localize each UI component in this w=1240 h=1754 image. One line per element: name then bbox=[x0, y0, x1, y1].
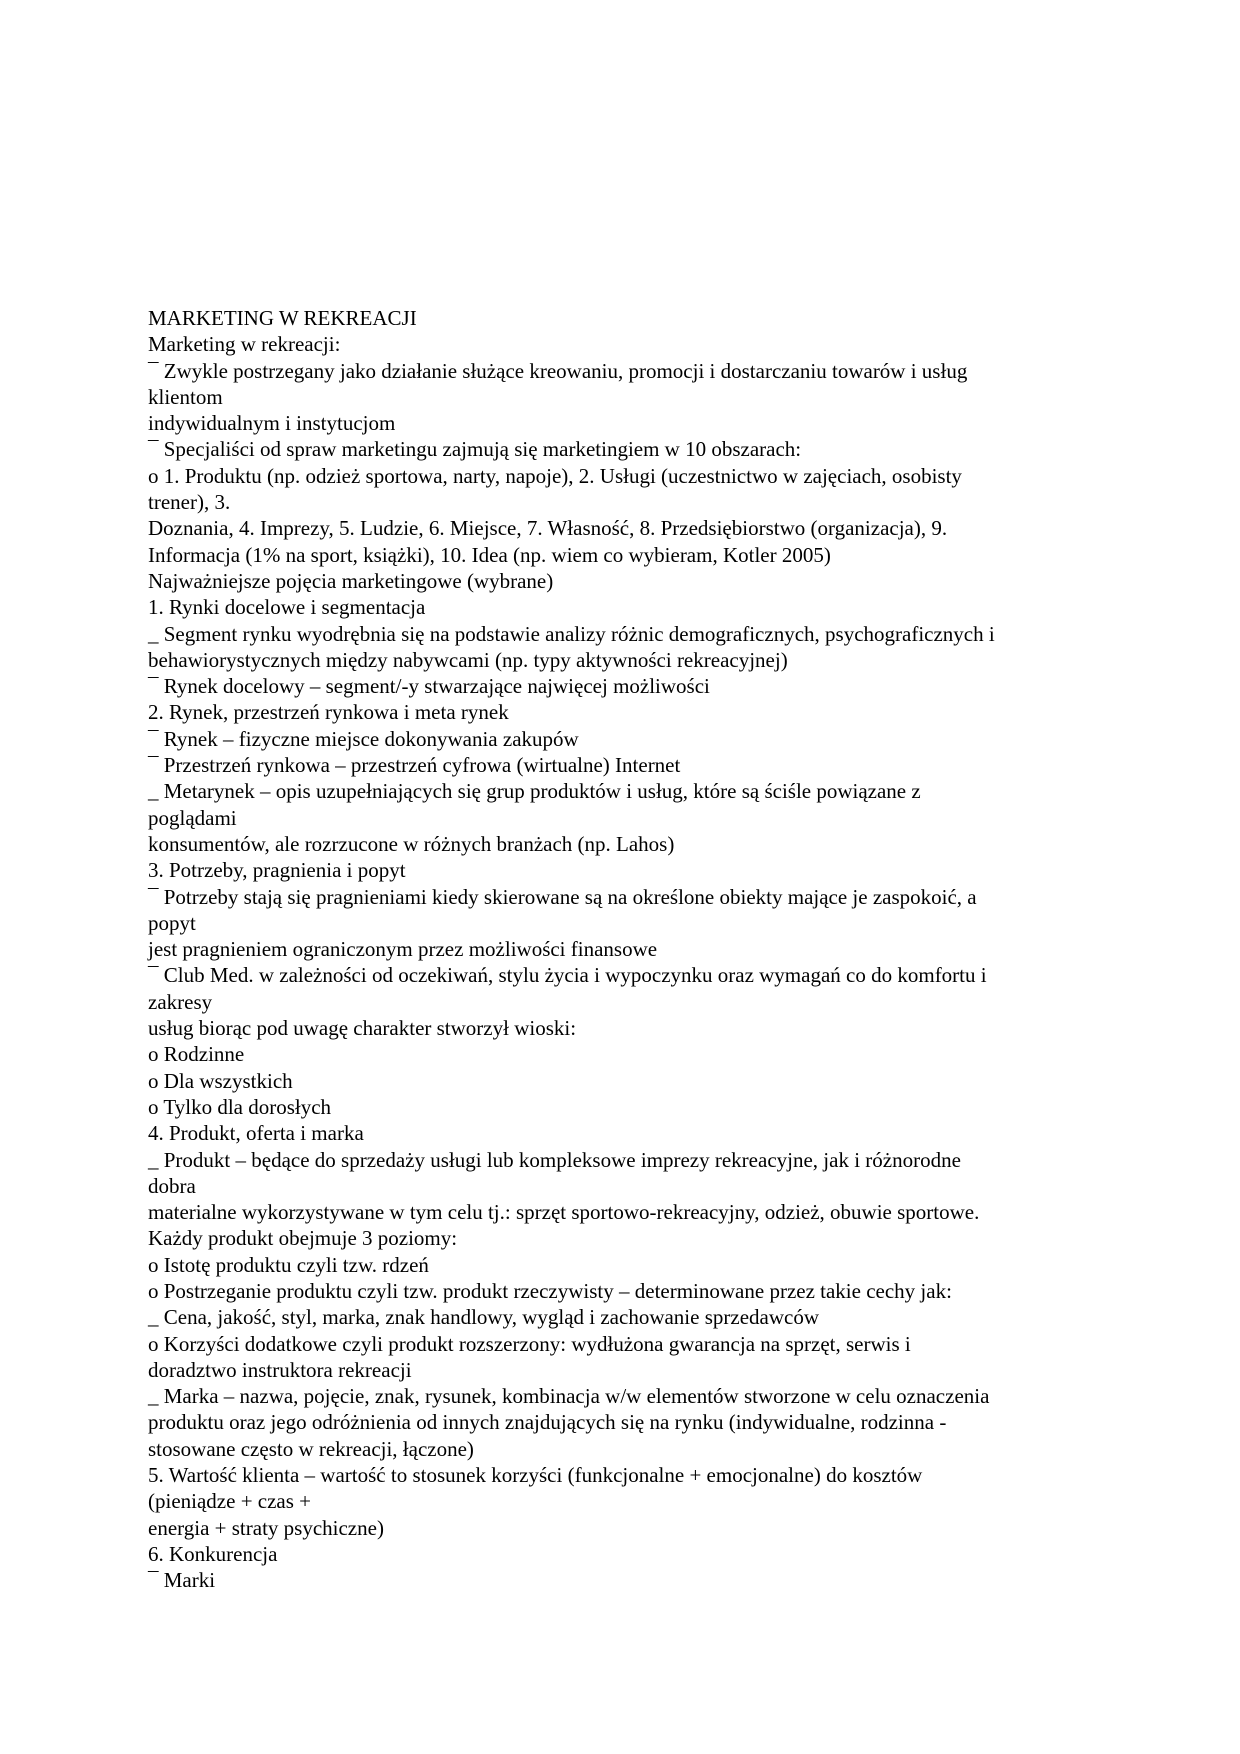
text-line: Każdy produkt obejmuje 3 poziomy: bbox=[148, 1226, 458, 1251]
list-item: o Istotę produktu czyli tzw. rdzeń bbox=[148, 1252, 429, 1277]
text-line: ¯ Przestrzeń rynkowa – przestrzeń cyfrowa (wirtualne) Internet bbox=[148, 753, 681, 778]
list-item: o Postrzeganie produktu czyli tzw. produkt rzeczywisty – determinowane przez takie cechy jak: bbox=[148, 1278, 952, 1303]
text-line: jest pragnieniem ograniczonym przez możliwości finansowe bbox=[148, 937, 658, 962]
section-heading: 1. Rynki docelowe i segmentacja bbox=[148, 595, 426, 620]
text-line: popyt bbox=[148, 910, 196, 935]
section-heading: Najważniejsze pojęcia marketingowe (wybrane) bbox=[148, 568, 554, 593]
text-line: _ Produkt – będące do sprzedaży usługi lub kompleksowe imprezy rekreacyjne, jak i różnorodne bbox=[148, 1147, 961, 1172]
list-item: o Tylko dla dorosłych bbox=[148, 1094, 332, 1119]
text-line: _ Segment rynku wyodrębnia się na podstawie analizy różnic demograficznych, psychograficznych i bbox=[148, 621, 995, 646]
text-line: poglądami bbox=[148, 805, 237, 830]
text-line: konsumentów, ale rozrzucone w różnych branżach (np. Lahos) bbox=[148, 831, 675, 856]
document-title: MARKETING W REKREACJI bbox=[148, 306, 417, 330]
text-line: materialne wykorzystywane w tym celu tj.: sprzęt sportowo-rekreacyjny, odzież, obuwie sportowe. bbox=[148, 1200, 980, 1225]
text-line: trener), 3. bbox=[148, 490, 231, 515]
section-heading: 3. Potrzeby, pragnienia i popyt bbox=[148, 858, 406, 883]
list-item: o Dla wszystkich bbox=[148, 1068, 293, 1093]
section-heading: 5. Wartość klienta – wartość to stosunek korzyści (funkcjonalne + emocjonalne) do kosztów bbox=[148, 1463, 923, 1488]
text-line: ¯ Zwykle postrzegany jako działanie służące kreowaniu, promocji i dostarczaniu towarów i usług bbox=[148, 358, 968, 383]
text-line: indywidualnym i instytucjom bbox=[148, 411, 396, 436]
document-page bbox=[148, 305, 1148, 1594]
text-line: zakresy bbox=[148, 989, 213, 1014]
text-line: dobra bbox=[148, 1173, 196, 1198]
text-line: Marketing w rekreacji: bbox=[148, 332, 341, 357]
section-heading: 2. Rynek, przestrzeń rynkowa i meta rynek bbox=[148, 700, 509, 725]
section-heading: 6. Konkurencja bbox=[148, 1541, 278, 1566]
text-line: ¯ Rynek docelowy – segment/-y stwarzające najwięcej możliwości bbox=[148, 674, 710, 699]
text-line: _ Marka – nazwa, pojęcie, znak, rysunek, kombinacja w/w elementów stworzone w celu oznaczenia bbox=[148, 1384, 990, 1409]
text-line: stosowane często w rekreacji, łączone) bbox=[148, 1436, 474, 1461]
text-line: usług biorąc pod uwagę charakter stworzył wioski: bbox=[148, 1016, 577, 1041]
text-line: Doznania, 4. Imprezy, 5. Ludzie, 6. Miejsce, 7. Własność, 8. Przedsiębiorstwo (organizacja), 9. bbox=[148, 516, 948, 541]
text-line: o 1. Produktu (np. odzież sportowa, narty, napoje), 2. Usługi (uczestnictwo w zajęciach, osobisty bbox=[148, 463, 962, 488]
text-line: _ Metarynek – opis uzupełniających się grup produktów i usług, które są ściśle powiązane z bbox=[148, 779, 921, 804]
text-line: klientom bbox=[148, 384, 223, 409]
text-line: produktu oraz jego odróżnienia od innych znajdujących się na rynku (indywidualne, rodzinna - bbox=[148, 1410, 947, 1435]
text-line: ¯ Potrzeby stają się pragnieniami kiedy skierowane są na określone obiekty mające je zaspokoić, a bbox=[148, 884, 977, 909]
text-line: ¯ Marki bbox=[148, 1568, 216, 1593]
text-line: ¯ Specjaliści od spraw marketingu zajmują się marketingiem w 10 obszarach: bbox=[148, 437, 802, 462]
text-line: _ Cena, jakość, styl, marka, znak handlowy, wygląd i zachowanie sprzedawców bbox=[148, 1305, 819, 1330]
list-item: o Korzyści dodatkowe czyli produkt rozszerzony: wydłużona gwarancja na sprzęt, serwis i bbox=[148, 1331, 911, 1356]
section-heading: 4. Produkt, oferta i marka bbox=[148, 1121, 364, 1146]
text-line: ¯ Rynek – fizyczne miejsce dokonywania zakupów bbox=[148, 726, 579, 751]
text-line: doradztwo instruktora rekreacji bbox=[148, 1357, 412, 1382]
text-line: behawiorystycznych między nabywcami (np. typy aktywności rekreacyjnej) bbox=[148, 647, 788, 672]
text-line: (pieniądze + czas + bbox=[148, 1489, 312, 1514]
text-line: Informacja (1% na sport, książki), 10. Idea (np. wiem co wybieram, Kotler 2005) bbox=[148, 542, 831, 567]
list-item: o Rodzinne bbox=[148, 1042, 245, 1067]
text-line: energia + straty psychiczne) bbox=[148, 1515, 384, 1540]
text-line: ¯ Club Med. w zależności od oczekiwań, stylu życia i wypoczynku oraz wymagań co do komfortu i bbox=[148, 963, 987, 988]
